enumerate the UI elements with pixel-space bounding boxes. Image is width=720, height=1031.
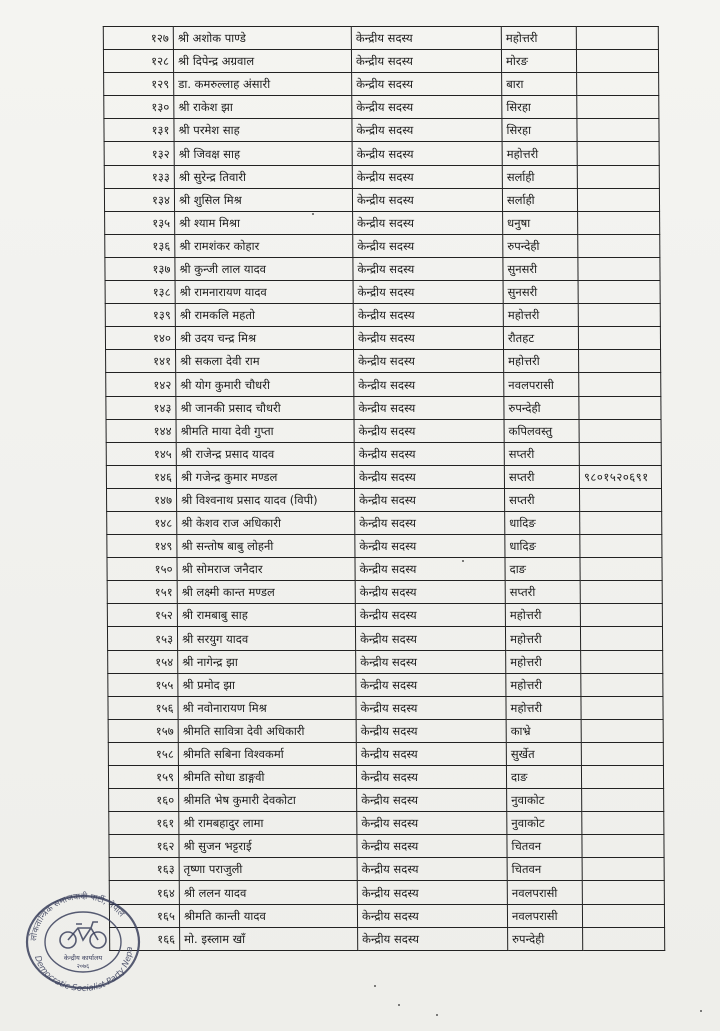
district-cell: नवलपरासी xyxy=(504,373,579,396)
table-row xyxy=(107,558,662,581)
district-cell: सप्तरी xyxy=(504,465,579,488)
table-row xyxy=(105,327,660,350)
position-cell: केन्द्रीय सदस्य xyxy=(353,304,503,327)
district-cell: रौतहट xyxy=(503,327,578,350)
member-name-cell: श्रीमति सबिना विश्वकर्मा xyxy=(178,742,356,765)
member-name-cell: श्री सोमराज जनैदार xyxy=(177,558,355,581)
bicycle-icon xyxy=(60,922,106,948)
member-name-cell: श्री श्याम मिश्रा xyxy=(175,211,353,234)
position-cell: केन्द्रीय सदस्य xyxy=(355,558,505,581)
member-name-cell: श्री उदय चन्द्र मिश्र xyxy=(175,327,353,350)
serial-number-cell: १४८ xyxy=(107,511,177,534)
phone-cell xyxy=(582,858,664,881)
serial-number-cell: १५२ xyxy=(107,604,177,627)
district-cell: दाङ xyxy=(506,766,581,789)
district-cell: महोत्तरी xyxy=(506,696,581,719)
district-cell: रुपन्देही xyxy=(508,927,583,950)
table-row xyxy=(108,719,663,742)
phone-cell xyxy=(581,742,663,765)
serial-number-cell: १४३ xyxy=(106,396,176,419)
phone-cell xyxy=(577,188,659,211)
serial-number-cell: १४९ xyxy=(107,535,177,558)
position-cell: केन्द्रीय सदस्य xyxy=(355,511,505,534)
position-cell: केन्द्रीय सदस्य xyxy=(352,119,502,142)
serial-number-cell: १६० xyxy=(109,789,179,812)
member-name-cell: श्रीमति कान्ती यादव xyxy=(179,904,357,927)
member-name-cell: श्री जानकी प्रसाद चौधरी xyxy=(176,396,354,419)
phone-cell xyxy=(578,211,660,234)
serial-number-cell: १३० xyxy=(104,96,174,119)
member-name-cell: श्री लक्ष्मी कान्त मण्डल xyxy=(177,581,355,604)
district-cell: काभ्रे xyxy=(506,719,581,742)
phone-cell xyxy=(576,27,658,50)
district-cell: सुर्खेत xyxy=(506,742,581,765)
member-name-cell: श्री सन्तोष बाबु लोहनी xyxy=(177,535,355,558)
member-name-cell: श्री जिवक्ष साह xyxy=(174,142,352,165)
table-row xyxy=(106,350,661,373)
serial-number-cell: १३३ xyxy=(104,165,174,188)
member-name-cell: श्री दिपेन्द्र अग्रवाल xyxy=(173,50,351,73)
district-cell: सप्तरी xyxy=(505,581,580,604)
serial-number-cell: १५९ xyxy=(108,766,178,789)
member-name-cell: श्री विश्वनाथ प्रसाद यादव (विपी) xyxy=(177,488,355,511)
stamp-english-text: Democratic Socialist Party Nepa xyxy=(31,946,136,994)
member-name-cell: श्री रामबाबु साह xyxy=(177,604,355,627)
district-cell: सुनसरी xyxy=(503,281,578,304)
serial-number-cell: १५७ xyxy=(108,719,178,742)
district-cell: दाङ xyxy=(505,558,580,581)
member-name-cell: श्री रामनारायण यादव xyxy=(175,281,353,304)
position-cell: केन्द्रीय सदस्य xyxy=(354,442,504,465)
member-name-cell: श्रीमति भेष कुमारी देवकोटा xyxy=(179,789,357,812)
table-row xyxy=(107,581,662,604)
phone-cell xyxy=(578,304,660,327)
district-cell: सप्तरी xyxy=(505,488,580,511)
serial-number-cell: १६५ xyxy=(109,904,179,927)
phone-cell xyxy=(581,719,663,742)
phone-cell xyxy=(582,812,664,835)
serial-number-cell: १६६ xyxy=(110,927,180,950)
position-cell: केन्द्रीय सदस्य xyxy=(353,211,503,234)
serial-number-cell: १३५ xyxy=(105,211,175,234)
phone-cell xyxy=(580,511,662,534)
table-row xyxy=(109,812,664,835)
serial-number-cell: १३६ xyxy=(105,234,175,257)
district-cell: महोत्तरी xyxy=(505,604,580,627)
serial-number-cell: १२८ xyxy=(103,50,173,73)
table-row xyxy=(108,673,663,696)
table-row xyxy=(103,27,658,50)
member-name-cell: श्री रामशंकर कोहार xyxy=(175,234,353,257)
district-cell: नवलपरासी xyxy=(507,881,582,904)
member-name-cell: श्री केशव राज अधिकारी xyxy=(177,511,355,534)
district-cell: सर्लाही xyxy=(502,165,577,188)
serial-number-cell: १३७ xyxy=(105,257,175,280)
serial-number-cell: १३९ xyxy=(105,304,175,327)
member-name-cell: श्री सरयुग यादव xyxy=(177,627,355,650)
phone-cell xyxy=(582,789,664,812)
position-cell: केन्द्रीय सदस्य xyxy=(354,465,504,488)
position-cell: केन्द्रीय सदस्य xyxy=(355,581,505,604)
phone-cell: ९८०१५२०६९१ xyxy=(579,465,661,488)
member-name-cell: श्री गजेन्द्र कुमार मण्डल xyxy=(176,465,354,488)
phone-cell xyxy=(576,50,658,73)
serial-number-cell: १३१ xyxy=(104,119,174,142)
position-cell: केन्द्रीय सदस्य xyxy=(357,789,507,812)
serial-number-cell: १४६ xyxy=(106,465,176,488)
district-cell: महोत्तरी xyxy=(502,142,577,165)
district-cell: सुनसरी xyxy=(503,257,578,280)
member-name-cell: मो. इस्लाम खाँ xyxy=(180,927,358,950)
district-cell: महोत्तरी xyxy=(501,27,576,50)
table-row xyxy=(104,188,659,211)
member-name-cell: श्रीमति सावित्रा देवी अधिकारी xyxy=(178,719,356,742)
table-row xyxy=(106,419,661,442)
member-name-cell: श्री कुन्जी लाल यादव xyxy=(175,257,353,280)
district-cell: सिरहा xyxy=(502,96,577,119)
table-row xyxy=(107,511,662,534)
phone-cell xyxy=(578,281,660,304)
serial-number-cell: १४१ xyxy=(106,350,176,373)
serial-number-cell: १५६ xyxy=(108,696,178,719)
serial-number-cell: १४४ xyxy=(106,419,176,442)
serial-number-cell: १५४ xyxy=(108,650,178,673)
position-cell: केन्द्रीय सदस्य xyxy=(352,96,502,119)
position-cell: केन्द्रीय सदस्य xyxy=(353,234,503,257)
district-cell: नुवाकोट xyxy=(507,789,582,812)
serial-number-cell: १५० xyxy=(107,558,177,581)
position-cell: केन्द्रीय सदस्य xyxy=(352,73,502,96)
district-cell: सिरहा xyxy=(502,119,577,142)
serial-number-cell: १२९ xyxy=(104,73,174,96)
phone-cell xyxy=(582,904,664,927)
member-name-cell: डा. कमरुल्लाह अंसारी xyxy=(174,73,352,96)
district-cell: बारा xyxy=(502,73,577,96)
phone-cell xyxy=(579,396,661,419)
district-cell: कपिलवस्तु xyxy=(504,419,579,442)
position-cell: केन्द्रीय सदस्य xyxy=(354,350,504,373)
member-name-cell: श्री अशोक पाण्डे xyxy=(173,27,351,50)
member-name-cell: श्री रामबहादुर लामा xyxy=(179,812,357,835)
table-row xyxy=(107,535,662,558)
district-cell: महोत्तरी xyxy=(503,304,578,327)
phone-cell xyxy=(582,835,664,858)
phone-cell xyxy=(579,442,661,465)
position-cell: केन्द्रीय सदस्य xyxy=(355,627,505,650)
phone-cell xyxy=(580,581,662,604)
district-cell: नुवाकोट xyxy=(507,812,582,835)
position-cell: केन्द्रीय सदस्य xyxy=(351,27,501,50)
table-row xyxy=(105,234,660,257)
table-row xyxy=(109,904,664,927)
serial-number-cell: १४५ xyxy=(106,442,176,465)
member-name-cell: श्री सकला देवी राम xyxy=(176,350,354,373)
serial-number-cell: १६४ xyxy=(109,881,179,904)
table-row xyxy=(104,142,659,165)
phone-cell xyxy=(582,881,664,904)
table-row xyxy=(103,50,658,73)
phone-cell xyxy=(580,558,662,581)
serial-number-cell: १३२ xyxy=(104,142,174,165)
phone-cell xyxy=(580,488,662,511)
phone-cell xyxy=(577,73,659,96)
serial-number-cell: १४२ xyxy=(106,373,176,396)
member-name-cell: श्री प्रमोद झा xyxy=(178,673,356,696)
position-cell: केन्द्रीय सदस्य xyxy=(353,327,503,350)
serial-number-cell: १६१ xyxy=(109,812,179,835)
member-name-cell: श्री नागेन्द्र झा xyxy=(178,650,356,673)
table-row xyxy=(108,696,663,719)
district-cell: महोत्तरी xyxy=(506,650,581,673)
table-row xyxy=(110,927,665,950)
phone-cell xyxy=(578,234,660,257)
member-name-cell: श्री राजेन्द्र प्रसाद यादव xyxy=(176,442,354,465)
position-cell: केन्द्रीय सदस्य xyxy=(352,142,502,165)
position-cell: केन्द्रीय सदस्य xyxy=(356,719,506,742)
position-cell: केन्द्रीय सदस्य xyxy=(356,696,506,719)
position-cell: केन्द्रीय सदस्य xyxy=(354,396,504,419)
member-name-cell: श्रीमति सोधा डाङ्गवी xyxy=(178,766,356,789)
position-cell: केन्द्रीय सदस्य xyxy=(358,927,508,950)
table-row xyxy=(105,257,660,280)
district-cell: चितवन xyxy=(507,835,582,858)
phone-cell xyxy=(577,96,659,119)
position-cell: केन्द्रीय सदस्य xyxy=(355,535,505,558)
phone-cell xyxy=(579,419,661,442)
table-row xyxy=(105,211,660,234)
serial-number-cell: १५१ xyxy=(107,581,177,604)
position-cell: केन्द्रीय सदस्य xyxy=(351,50,501,73)
table-row xyxy=(108,766,663,789)
phone-cell xyxy=(579,350,661,373)
table-row xyxy=(104,119,659,142)
position-cell: केन्द्रीय सदस्य xyxy=(357,904,507,927)
member-name-cell: श्री योग कुमारी चौधरी xyxy=(176,373,354,396)
phone-cell xyxy=(577,119,659,142)
table-row xyxy=(105,281,660,304)
serial-number-cell: १५५ xyxy=(108,673,178,696)
position-cell: केन्द्रीय सदस्य xyxy=(356,766,506,789)
table-row xyxy=(106,465,661,488)
member-table xyxy=(103,26,665,951)
table-row xyxy=(106,442,661,465)
stamp-inner-text: केन्द्रीय कार्यालय xyxy=(63,954,103,962)
phone-cell xyxy=(581,766,663,789)
district-cell: महोत्तरी xyxy=(504,350,579,373)
position-cell: केन्द्रीय सदस्य xyxy=(357,812,507,835)
district-cell: सर्लाही xyxy=(502,188,577,211)
member-name-cell: तृष्णा पराजुली xyxy=(179,858,357,881)
serial-number-cell: १३४ xyxy=(104,188,174,211)
serial-number-cell: १५८ xyxy=(108,742,178,765)
position-cell: केन्द्रीय सदस्य xyxy=(355,488,505,511)
table-row xyxy=(104,73,659,96)
phone-cell xyxy=(583,927,665,950)
position-cell: केन्द्रीय सदस्य xyxy=(353,257,503,280)
member-name-cell: श्री सुजन भट्टराई xyxy=(179,835,357,858)
svg-text:लोकतान्त्रिक समाजवादी पार्टी, xyxy=(28,891,126,942)
table-row xyxy=(108,650,663,673)
phone-cell xyxy=(577,165,659,188)
phone-cell xyxy=(580,627,662,650)
member-name-cell: श्री शुसिल मिश्र xyxy=(174,188,352,211)
table-row xyxy=(104,165,659,188)
table-row xyxy=(109,881,664,904)
table-row xyxy=(105,304,660,327)
district-cell: नवलपरासी xyxy=(507,904,582,927)
position-cell: केन्द्रीय सदस्य xyxy=(355,604,505,627)
stamp-ring-text: लोकतान्त्रिक समाजवादी पार्टी, नेपाल xyxy=(29,891,127,942)
position-cell: केन्द्रीय सदस्य xyxy=(356,650,506,673)
position-cell: केन्द्रीय सदस्य xyxy=(353,281,503,304)
serial-number-cell: १६२ xyxy=(109,835,179,858)
district-cell: महोत्तरी xyxy=(505,627,580,650)
district-cell: धनुषा xyxy=(503,211,578,234)
table-row xyxy=(107,488,662,511)
table-row xyxy=(104,96,659,119)
table-row xyxy=(107,627,662,650)
serial-number-cell: १५३ xyxy=(107,627,177,650)
member-name-cell: श्री ललन यादव xyxy=(179,881,357,904)
table-row xyxy=(108,742,663,765)
district-cell: सप्तरी xyxy=(504,442,579,465)
party-stamp xyxy=(18,882,148,994)
member-name-cell: श्री सुरेन्द्र तिवारी xyxy=(174,165,352,188)
district-cell: धादिङ xyxy=(505,535,580,558)
district-cell: चितवन xyxy=(507,858,582,881)
member-name-cell: श्रीमति माया देवी गुप्ता xyxy=(176,419,354,442)
serial-number-cell: १४० xyxy=(105,327,175,350)
serial-number-cell: १६३ xyxy=(109,858,179,881)
phone-cell xyxy=(581,696,663,719)
position-cell: केन्द्रीय सदस्य xyxy=(352,188,502,211)
stamp-number: २०७६ xyxy=(76,963,90,970)
serial-number-cell: १२७ xyxy=(103,27,173,50)
phone-cell xyxy=(581,650,663,673)
table-row xyxy=(106,396,661,419)
member-name-cell: श्री नवोनारायण मिश्र xyxy=(178,696,356,719)
member-name-cell: श्री रामकलि महतो xyxy=(175,304,353,327)
position-cell: केन्द्रीय सदस्य xyxy=(357,858,507,881)
district-cell: धादिङ xyxy=(505,511,580,534)
district-cell: मोरङ xyxy=(501,50,576,73)
position-cell: केन्द्रीय सदस्य xyxy=(356,742,506,765)
position-cell: केन्द्रीय सदस्य xyxy=(354,419,504,442)
phone-cell xyxy=(578,327,660,350)
district-cell: रुपन्देही xyxy=(503,234,578,257)
phone-cell xyxy=(578,257,660,280)
phone-cell xyxy=(581,673,663,696)
phone-cell xyxy=(580,535,662,558)
member-table-body xyxy=(103,27,664,951)
table-row xyxy=(109,789,664,812)
phone-cell xyxy=(579,373,661,396)
table-row xyxy=(109,858,664,881)
member-name-cell: श्री परमेश साह xyxy=(174,119,352,142)
district-cell: महोत्तरी xyxy=(506,673,581,696)
position-cell: केन्द्रीय सदस्य xyxy=(352,165,502,188)
position-cell: केन्द्रीय सदस्य xyxy=(357,881,507,904)
position-cell: केन्द्रीय सदस्य xyxy=(354,373,504,396)
phone-cell xyxy=(580,604,662,627)
table-row xyxy=(106,373,661,396)
serial-number-cell: १३८ xyxy=(105,281,175,304)
serial-number-cell: १४७ xyxy=(107,488,177,511)
phone-cell xyxy=(577,142,659,165)
table-row xyxy=(107,604,662,627)
position-cell: केन्द्रीय सदस्य xyxy=(357,835,507,858)
table-row xyxy=(109,835,664,858)
member-name-cell: श्री राकेश झा xyxy=(174,96,352,119)
position-cell: केन्द्रीय सदस्य xyxy=(356,673,506,696)
district-cell: रुपन्देही xyxy=(504,396,579,419)
